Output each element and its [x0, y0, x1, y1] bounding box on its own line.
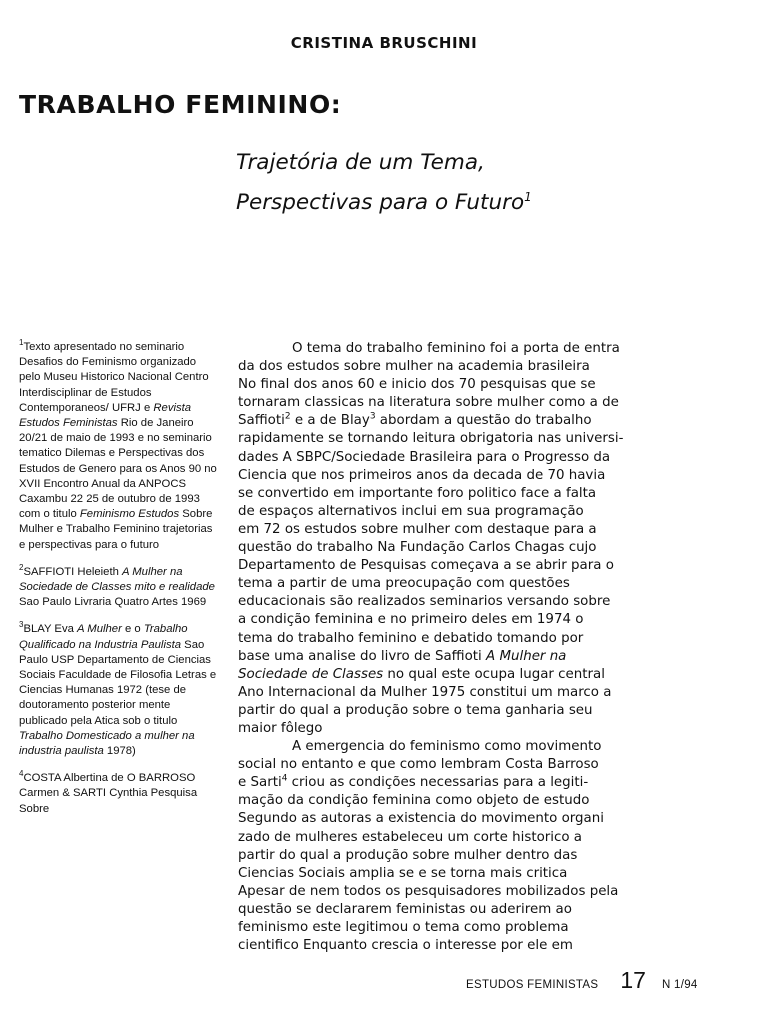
italic-text: Revista Estudos Feministas [19, 401, 192, 430]
text-line [238, 358, 720, 376]
text-run: Rio de Janeiro 20/21 de maio de 1993 e no seminario tematico Dilemas e Perspectivas dos Estudos de Genero para os Anos 90 no XVII Encontro Anual da ANPOCS Caxambu 22 25 de outubro de 1993 com o titulo [19, 417, 217, 521]
page-footer [466, 967, 698, 994]
text-run: Saffioti [238, 413, 285, 429]
italic-text: A Mulher na Sociedade de Classes mito e realidade [19, 565, 215, 594]
text-run: a condição feminina e no primeiro deles em 1974 o [238, 612, 584, 628]
text-line [238, 901, 720, 919]
text-run: e o [121, 623, 144, 636]
text-line [238, 684, 720, 702]
text-run: e a de Blay [290, 413, 370, 429]
text-run: SAFFIOTI Heleieth [23, 565, 123, 578]
text-run: partir do qual a produção sobre o tema ganharia seu [238, 702, 593, 718]
footnote-4 [19, 771, 217, 817]
text-run: Sao Paulo USP Departamento de Ciencias Sociais Faculdade de Filosofia Letras e Ciencias Humanas 1972 (tese de doutoramento posterior mente publicado pela Atica sob o titulo [19, 638, 217, 727]
footnote-marker: 2 [19, 563, 24, 573]
text-line [238, 792, 720, 810]
italic-text: Feminismo Estudos [79, 508, 180, 521]
text-line [238, 810, 720, 828]
text-line [238, 774, 720, 792]
text-run: questão do trabalho Na Fundação Carlos Chagas cujo [238, 540, 597, 556]
italic-text: Trabalho Domesticado a mulher na industria paulista [19, 729, 195, 758]
text-run: educacionais são realizados seminarios versando sobre [238, 594, 611, 610]
text-line [238, 340, 720, 358]
article-subtitle [236, 146, 532, 220]
text-run: Segundo as autoras a existencia do movimento organi [238, 811, 604, 827]
text-run: Sao Paulo Livraria Quatro Artes 1969 [19, 596, 207, 609]
text-run: da dos estudos sobre mulher na academia brasileira [238, 359, 590, 375]
text-line [238, 630, 720, 648]
text-line [238, 738, 720, 756]
text-line [238, 557, 720, 575]
subtitle-footnote-marker: 1 [524, 190, 532, 204]
italic-text: Trabalho Qualificado na Industria Paulista [19, 623, 188, 651]
text-line [238, 883, 720, 901]
text-run: se convertido em importante foro politico face a falta [238, 485, 597, 501]
italic-text: A Mulher [77, 623, 122, 636]
text-run: mação da condição feminina como objeto de estudo [238, 793, 590, 809]
text-run: COSTA Albertina de O BARROSO Carmen & SARTI Cynthia Pesquisa Sobre [19, 772, 198, 815]
subtitle-line-1: Trajetória de um Tema, [236, 150, 485, 175]
footnote-3 [19, 622, 217, 759]
text-run: O tema do trabalho feminino foi a porta de entra [292, 341, 620, 356]
footnotes-column [19, 340, 217, 817]
text-line [238, 611, 720, 629]
text-run: Apesar de nem todos os pesquisadores mobilizados pela [238, 883, 619, 899]
text-line [238, 412, 720, 430]
text-run: A emergencia do feminismo como movimento [292, 739, 602, 755]
text-run: e Sarti [238, 775, 282, 791]
italic-text: A Mulher na [486, 648, 567, 664]
subtitle-line-2 [236, 180, 532, 220]
text-run: Sobre Mulher e Trabalho Feminino trajetorias e perspectivas para o futuro [19, 508, 213, 551]
text-line [238, 648, 720, 666]
text-line [238, 539, 720, 557]
text-line [238, 394, 720, 412]
text-run: No final dos anos 60 e inicio dos 70 pesquisas que se [238, 377, 596, 393]
text-line [238, 937, 720, 955]
text-run: cientifico Enquanto crescia o interesse por ele em [238, 938, 573, 954]
text-run: tema a partir de uma preocupação com questões [238, 576, 570, 592]
text-run: Ano Internacional da Mulher 1975 constitui um marco a [238, 684, 612, 700]
text-line [238, 521, 720, 539]
text-run: Ciencia que nos primeiros anos da decada de 70 havia [238, 467, 606, 483]
text-run: maior fôlego [238, 720, 323, 736]
text-run: questão se declararem feministas ou aderirem ao [238, 901, 572, 917]
text-run: dades A SBPC/Sociedade Brasileira para o Progresso da [238, 449, 611, 465]
text-line [238, 467, 720, 485]
text-line [238, 756, 720, 774]
author-name: CRISTINA BRUSCHINI [290, 34, 478, 52]
text-run: Departamento de Pesquisas começava a se abrir para o [238, 558, 614, 574]
text-line [238, 449, 720, 467]
text-line [238, 430, 720, 448]
text-line [238, 847, 720, 865]
text-run: em 72 os estudos sobre mulher com destaque para a [238, 521, 597, 537]
footnote-marker: 4 [19, 769, 24, 779]
text-run: base uma analise do livro de Saffioti [238, 648, 487, 664]
text-run: no qual este ocupa lugar central [383, 666, 605, 682]
text-run: abordam a questão do trabalho [375, 413, 592, 429]
text-line [238, 919, 720, 937]
text-run: de espaços alternativos inclui em sua programação [238, 503, 584, 519]
text-run: BLAY Eva [23, 623, 78, 636]
text-run: tema do trabalho feminino e debatido tomando por [238, 630, 584, 646]
text-line [238, 485, 720, 503]
article-title: TRABALHO FEMININO: [19, 90, 342, 119]
text-run: Texto apresentado no seminario Desafios do Feminismo organizado pelo Museu Historico Nacional Centro Interdisciplinar de Estudos Contemporaneos/ UFRJ e [19, 341, 209, 414]
footnote-marker: 3 [19, 620, 24, 630]
issue-number: N 1/94 [661, 979, 698, 991]
text-run: social no entanto e que como lembram Costa Barroso [238, 757, 599, 773]
text-run: criou as condições necessarias para a legiti- [287, 775, 589, 791]
text-line [238, 865, 720, 883]
text-line [238, 829, 720, 847]
footnote-ref: 2 [284, 411, 291, 422]
page-number: 17 [620, 967, 646, 993]
subtitle-line-2-text: Perspectivas para o Futuro [236, 190, 525, 216]
text-line [238, 666, 720, 684]
text-run: tornaram classicas na literatura sobre mulher como a de [238, 395, 619, 411]
text-line [238, 376, 720, 394]
text-run: 1978) [103, 745, 136, 758]
text-run: zado de mulheres estabeleceu um corte historico a [238, 829, 583, 845]
text-run: feminismo este legitimou o tema como problema [238, 920, 569, 935]
italic-text: Sociedade de Classes [238, 666, 384, 682]
text-line [238, 593, 720, 611]
footnote-ref: 4 [281, 773, 288, 784]
body-text [238, 340, 720, 955]
text-run: rapidamente se tornando leitura obrigatoria nas universi- [238, 431, 624, 447]
text-line [238, 575, 720, 593]
text-run: Ciencias Sociais amplia se e se torna mais critica [238, 865, 568, 881]
footnote-2 [19, 565, 217, 611]
journal-name: ESTUDOS FEMINISTAS [466, 979, 599, 991]
footnote-1 [19, 340, 217, 553]
footnote-marker: 1 [19, 338, 24, 348]
text-line [238, 702, 720, 720]
text-line [238, 503, 720, 521]
text-run: partir do qual a produção sobre mulher dentro das [238, 847, 578, 863]
footnote-ref: 3 [369, 411, 376, 422]
text-line [238, 720, 720, 738]
